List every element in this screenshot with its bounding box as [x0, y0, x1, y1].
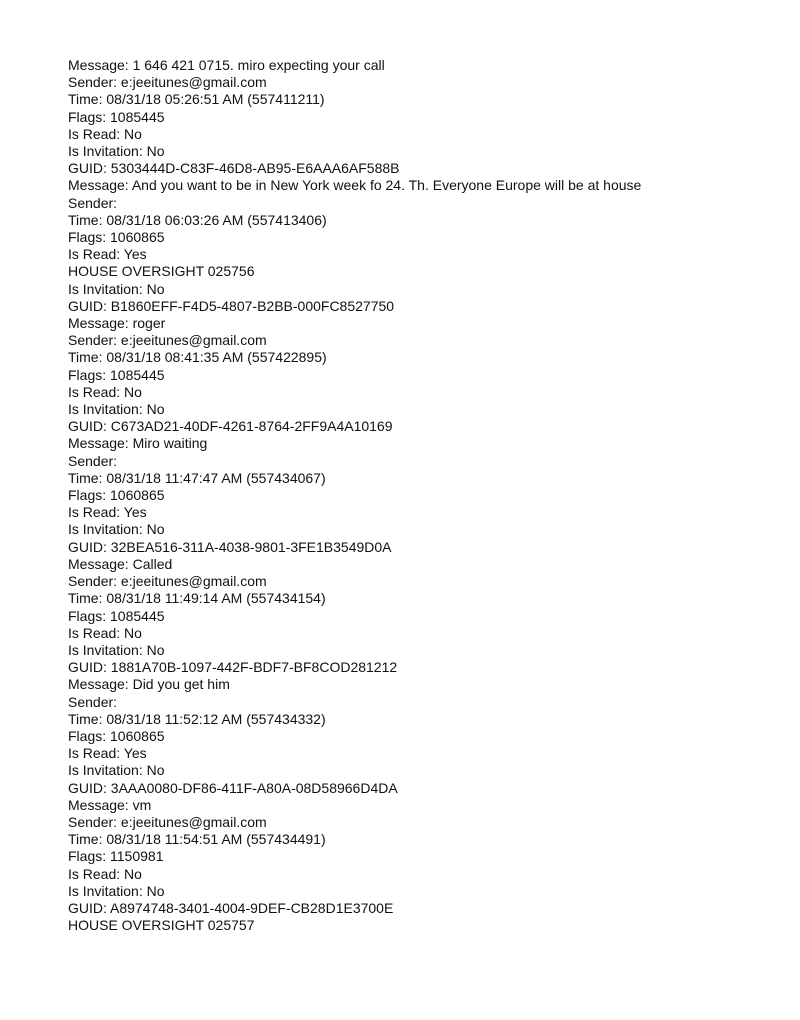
time-line: Time: 08/31/18 08:41:35 AM (557422895) — [68, 349, 327, 366]
message-line: Message: roger — [68, 315, 166, 332]
guid-line: GUID: A8974748-3401-4004-9DEF-CB28D1E3700E — [68, 899, 394, 916]
sender-line: Sender: — [68, 452, 118, 469]
is-invitation-line: Is Invitation: No — [68, 641, 165, 658]
guid-line: GUID: 32BEA516-311A-4038-9801-3FE1B3549D0A — [68, 538, 392, 555]
is-read-line: Is Read: No — [68, 383, 142, 400]
flags-line: Flags: 1085445 — [68, 607, 165, 624]
guid-line: GUID: B1860EFF-F4D5-4807-B2BB-000FC8527750 — [68, 297, 395, 314]
is-invitation-line: Is Invitation: No — [68, 280, 165, 297]
is-invitation-line: Is Invitation: No — [68, 882, 165, 899]
bates-stamp: HOUSE OVERSIGHT 025756 — [68, 263, 255, 280]
flags-line: Flags: 1085445 — [68, 108, 165, 125]
time-line: Time: 08/31/18 11:54:51 AM (557434491) — [68, 831, 326, 848]
time-line: Time: 08/31/18 05:26:51 AM (557411211) — [68, 91, 325, 108]
document-body — [68, 57, 748, 934]
sender-line: Sender: e:jeeitunes@gmail.com — [68, 74, 267, 91]
message-line: Message: vm — [68, 796, 152, 813]
time-line: Time: 08/31/18 06:03:26 AM (557413406) — [68, 211, 327, 228]
guid-line: GUID: 5303444D-C83F-46D8-AB95-E6AAA6AF588B — [68, 160, 400, 177]
sender-line: Sender: — [68, 693, 118, 710]
guid-line: GUID: 1881A70B-1097-442F-BDF7-BF8COD281212 — [68, 659, 398, 676]
is-read-line: Is Read: No — [68, 624, 142, 641]
flags-line: Flags: 1150981 — [68, 848, 164, 865]
message-line: Message: Miro waiting — [68, 435, 208, 452]
is-read-line: Is Read: No — [68, 125, 142, 142]
flags-line: Flags: 1060865 — [68, 727, 165, 744]
sender-line: Sender: — [68, 194, 118, 211]
message-line: Message: And you want to be in New York week fo 24. Th. Everyone Europe will be at house — [68, 177, 642, 194]
is-read-line: Is Read: Yes — [68, 745, 147, 762]
time-line: Time: 08/31/18 11:52:12 AM (557434332) — [68, 710, 326, 727]
is-read-line: Is Read: No — [68, 865, 142, 882]
flags-line: Flags: 1060865 — [68, 487, 165, 504]
sender-line: Sender: e:jeeitunes@gmail.com — [68, 332, 267, 349]
is-invitation-line: Is Invitation: No — [68, 143, 165, 160]
time-line: Time: 08/31/18 11:49:14 AM (557434154) — [68, 590, 326, 607]
guid-line: GUID: C673AD21-40DF-4261-8764-2FF9A4A10169 — [68, 418, 393, 435]
time-line: Time: 08/31/18 11:47:47 AM (557434067) — [68, 469, 326, 486]
is-invitation-line: Is Invitation: No — [68, 762, 165, 779]
message-line: Message: 1 646 421 0715. miro expecting your call — [68, 57, 385, 73]
is-read-line: Is Read: Yes — [68, 504, 147, 521]
flags-line: Flags: 1085445 — [68, 366, 165, 383]
bates-stamp: HOUSE OVERSIGHT 025757 — [68, 917, 255, 934]
guid-line: GUID: 3AAA0080-DF86-411F-A80A-08D58966D4DA — [68, 779, 398, 796]
message-line: Message: Did you get him — [68, 676, 230, 693]
message-line: Message: Called — [68, 555, 173, 572]
is-read-line: Is Read: Yes — [68, 246, 147, 263]
flags-line: Flags: 1060865 — [68, 229, 165, 246]
is-invitation-line: Is Invitation: No — [68, 521, 165, 538]
is-invitation-line: Is Invitation: No — [68, 401, 165, 418]
sender-line: Sender: e:jeeitunes@gmail.com — [68, 813, 267, 830]
sender-line: Sender: e:jeeitunes@gmail.com — [68, 573, 267, 590]
